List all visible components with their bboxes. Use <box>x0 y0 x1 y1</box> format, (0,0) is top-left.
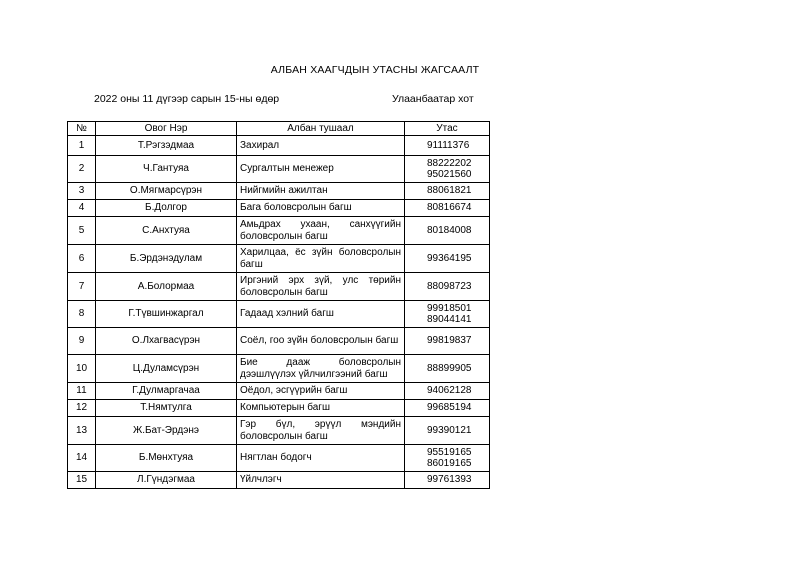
employee-position: Бие дааж боловсролын дээшлүүлэх үйлчилгээний багш <box>237 355 405 383</box>
phone-number: 88098723 <box>427 280 472 292</box>
employee-name: А.Болормаа <box>96 273 237 301</box>
employee-name: Б.Мөнхтуяа <box>96 445 237 472</box>
employee-position: Нягтлан бодогч <box>237 445 405 472</box>
header-number: № <box>68 122 96 136</box>
employee-phone <box>405 445 490 472</box>
employee-name: Ж.Бат-Эрдэнэ <box>96 417 237 445</box>
phone-number: 99685194 <box>427 402 472 414</box>
row-number: 2 <box>68 156 96 183</box>
phone-number: 99390121 <box>427 424 472 436</box>
table-row <box>68 183 490 200</box>
row-number: 15 <box>68 472 96 489</box>
row-number: 1 <box>68 136 96 156</box>
table-row <box>68 328 490 355</box>
employee-position: Иргэний эрх зүй, улс төрийн боловсролын багш <box>237 273 405 301</box>
row-number: 4 <box>68 200 96 217</box>
row-number: 12 <box>68 400 96 417</box>
employee-name: Ч.Гантуяа <box>96 156 237 183</box>
employee-position: Үйлчлэгч <box>237 472 405 489</box>
employee-phone <box>405 183 490 200</box>
employee-phone <box>405 136 490 156</box>
employee-name: Ц.Дуламсүрэн <box>96 355 237 383</box>
employee-phone <box>405 301 490 328</box>
document-city: Улаанбаатар хот <box>392 93 474 105</box>
row-number: 14 <box>68 445 96 472</box>
row-number: 3 <box>68 183 96 200</box>
employee-position: Амьдрах ухаан, санхүүгийн боловсролын багш <box>237 217 405 245</box>
employee-phone <box>405 355 490 383</box>
employee-name: Г.Түвшинжаргал <box>96 301 237 328</box>
employee-phone <box>405 156 490 183</box>
row-number: 9 <box>68 328 96 355</box>
table-row <box>68 156 490 183</box>
employee-position: Бага боловсролын багш <box>237 200 405 217</box>
header-name: Овог Нэр <box>96 122 237 136</box>
employee-position: Соёл, гоо зүйн боловсролын багш <box>237 328 405 355</box>
employee-position: Гадаад хэлний багш <box>237 301 405 328</box>
phone-number: 94062128 <box>427 385 472 397</box>
header-position: Албан тушаал <box>237 122 405 136</box>
employee-position: Компьютерын багш <box>237 400 405 417</box>
employee-phone <box>405 383 490 400</box>
employee-position: Сургалтын менежер <box>237 156 405 183</box>
employee-name: О.Мягмарсүрэн <box>96 183 237 200</box>
phone-number: 89044141 <box>427 314 472 325</box>
table-row <box>68 417 490 445</box>
table-row <box>68 445 490 472</box>
phone-number: 80816674 <box>427 202 472 214</box>
employee-name: О.Лхагвасүрэн <box>96 328 237 355</box>
employee-phone <box>405 273 490 301</box>
employee-name: Б.Эрдэнэдулам <box>96 245 237 273</box>
phone-number: 99918501 <box>427 302 472 314</box>
employee-phone <box>405 400 490 417</box>
employee-position: Нийгмийн ажилтан <box>237 183 405 200</box>
phone-list-table <box>67 121 490 489</box>
table-row <box>68 200 490 217</box>
employee-position: Гэр бүл, эрүүл мэндийн боловсролын багш <box>237 417 405 445</box>
employee-name: Л.Гүндэгмаа <box>96 472 237 489</box>
phone-number: 91111376 <box>427 139 470 151</box>
table-row <box>68 472 490 489</box>
row-number: 13 <box>68 417 96 445</box>
phone-number: 86019165 <box>427 458 472 469</box>
table-row <box>68 245 490 273</box>
row-number: 7 <box>68 273 96 301</box>
employee-phone <box>405 245 490 273</box>
employee-position: Захирал <box>237 136 405 156</box>
header-phone: Утас <box>405 122 490 136</box>
employee-phone <box>405 217 490 245</box>
employee-name: Т.Рэгзэдмаа <box>96 136 237 156</box>
table-row <box>68 301 490 328</box>
employee-position: Харилцаа, ёс зүйн боловсролын багш <box>237 245 405 273</box>
table-row <box>68 400 490 417</box>
table-header-row <box>68 122 490 136</box>
table-row <box>68 355 490 383</box>
table-row <box>68 383 490 400</box>
table-body <box>68 136 490 489</box>
employee-phone <box>405 328 490 355</box>
phone-number: 88061821 <box>427 185 472 197</box>
table-row <box>68 217 490 245</box>
employee-name: Т.Нямтулга <box>96 400 237 417</box>
phone-number: 95519165 <box>427 446 472 458</box>
phone-number: 80184008 <box>427 224 472 236</box>
row-number: 6 <box>68 245 96 273</box>
row-number: 5 <box>68 217 96 245</box>
document-date: 2022 оны 11 дүгээр сарын 15-ны өдөр <box>94 93 280 105</box>
row-number: 11 <box>68 383 96 400</box>
document-title: АЛБАН ХААГЧДЫН УТАСНЫ ЖАГСААЛТ <box>270 64 480 76</box>
row-number: 8 <box>68 301 96 328</box>
phone-number: 88222202 <box>427 157 472 169</box>
phone-number: 99819837 <box>427 335 472 347</box>
table-row <box>68 136 490 156</box>
phone-number: 88899905 <box>427 362 472 374</box>
employee-phone <box>405 200 490 217</box>
employee-name: Г.Дулмаргачаа <box>96 383 237 400</box>
employee-phone <box>405 417 490 445</box>
phone-number: 99761393 <box>427 474 472 486</box>
phone-number: 95021560 <box>427 169 472 180</box>
employee-position: Оёдол, эсгүүрийн багш <box>237 383 405 400</box>
table-row <box>68 273 490 301</box>
employee-name: Б.Долгор <box>96 200 237 217</box>
employee-name: С.Анхтуяа <box>96 217 237 245</box>
employee-phone <box>405 472 490 489</box>
row-number: 10 <box>68 355 96 383</box>
phone-number: 99364195 <box>427 252 472 264</box>
